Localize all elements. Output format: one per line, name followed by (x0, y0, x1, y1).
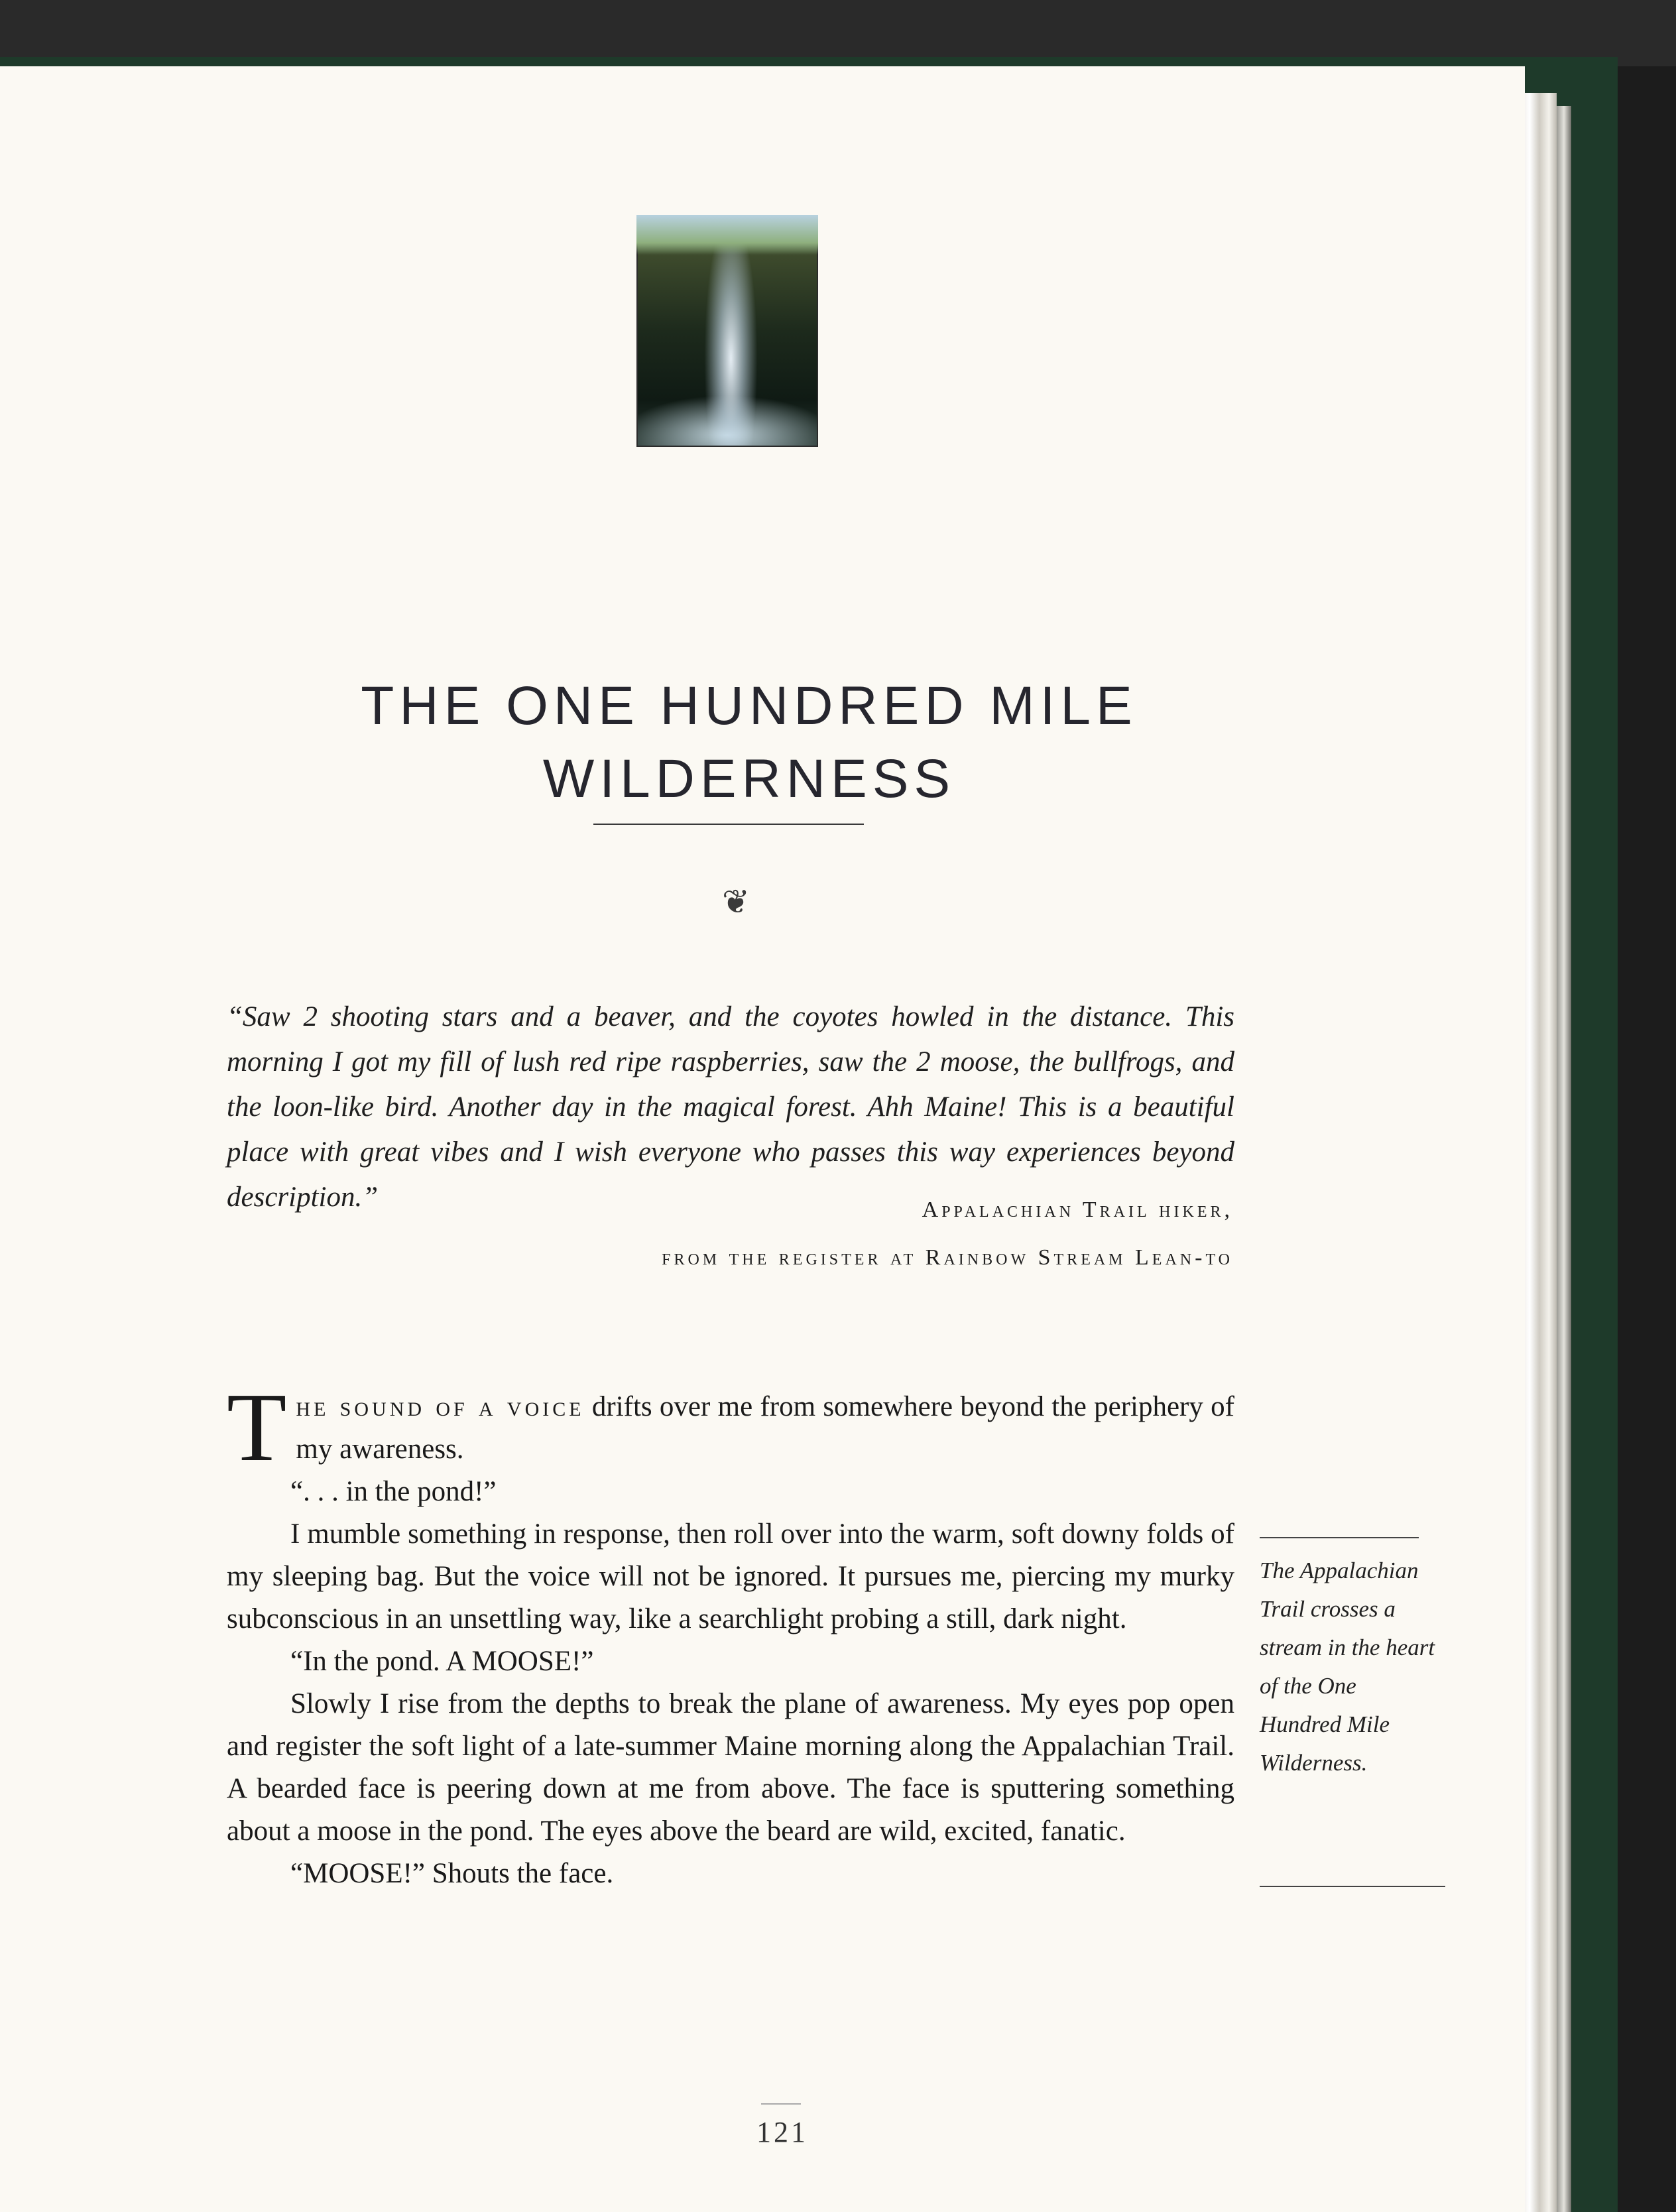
chapter-title-line1: THE ONE HUNDRED MILE (361, 676, 1138, 736)
waterfall-photo (636, 215, 818, 447)
paragraph-6: “MOOSE!” Shouts the face. (290, 1858, 614, 1889)
photo-caption-sidenote: The Appalachian Trail crosses a stream in the heart of the One Hundred Mile Wilderness. (1260, 1558, 1435, 1776)
paragraph-3: I mumble something in response, then roll over into the warm, soft downy folds of my sleeping bag. But the voice will not be ignored. It pursues me, piercing my murky subconscious in an unsettling way, like a searchlight probing a still, dark night. (227, 1518, 1234, 1634)
paragraph-1 (227, 1373, 1234, 1482)
paragraph-4: “In the pond. A MOOSE!” (290, 1646, 594, 1677)
epigraph-attribution-line2: from the register at Rainbow Stream Lean-to (662, 1245, 1233, 1270)
title-divider (593, 824, 864, 825)
page-stack-edge-dark (1557, 106, 1571, 2212)
background-top (0, 0, 1676, 66)
paragraph-2: “. . . in the pond!” (290, 1476, 497, 1507)
paragraph-5: Slowly I rise from the depths to break the plane of awareness. My eyes pop open and register the soft light of a late-summer Maine morning along the Appalachian Trail. A bearded face is peering down at me from above. The face is sputtering something about a moose in the pond. The eyes above the beard are wild, excited, fanatic. (227, 1688, 1234, 1847)
photo-sky (636, 215, 818, 255)
folio-rule (761, 2103, 801, 2105)
epigraph-attribution-line1: Appalachian Trail hiker, (922, 1198, 1233, 1222)
epigraph-quote: “Saw 2 shooting stars and a beaver, and the coyotes howled in the distance. This morning I got my fill of lush red ripe raspberries, saw the 2 moose, the bullfrogs, and the loon-like bird. Another day in the magical forest. Ahh Maine! This is a beautiful place with great vibes and I wish everyone who passes this way experiences beyond description.” (227, 1001, 1234, 1213)
sidenote-rule-bottom (1260, 1886, 1445, 1887)
chapter-title-line2: WILDERNESS (542, 749, 956, 809)
drop-cap: T (227, 1373, 287, 1482)
paragraph-1-text: drifts over me from somewhere beyond the periphery of my awareness. (296, 1391, 1234, 1465)
leaf-ornament-icon: ❦ (722, 883, 750, 920)
sidenote-rule-top (1260, 1537, 1419, 1538)
page-number: 121 (756, 2116, 808, 2148)
lead-in-smallcaps: he sound of a voice (296, 1391, 585, 1422)
body-text (227, 1373, 1234, 1895)
chapter-title (199, 670, 1299, 816)
